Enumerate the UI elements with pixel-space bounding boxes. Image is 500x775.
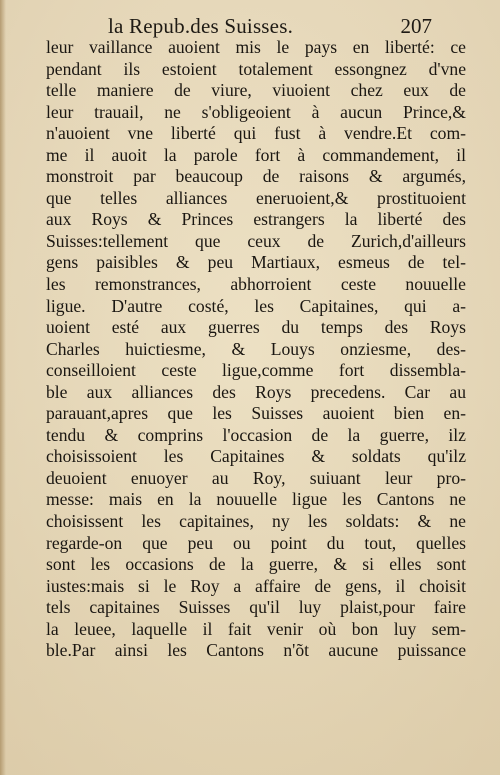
text-line: monstroit par beaucoup de raisons & argumés, [46, 166, 466, 187]
text-line: choisissent les capitaines, ny les soldats: & ne [46, 511, 466, 532]
text-line: iustes:mais si le Roy a affaire de gens, il choisit [46, 575, 466, 596]
text-line: ble aux alliances des Roys precedens. Car au [46, 381, 466, 402]
text-line: pendant ils estoient totalement essongnez d'vne [46, 58, 466, 79]
text-line: regarde-on que peu ou point du tout, quelles [46, 532, 466, 553]
text-line: tels capitaines Suisses qu'il luy plaist,pour faire [46, 597, 466, 618]
text-line: choisissoient les Capitaines & soldats qu'ilz [46, 446, 466, 467]
text-line: parauant,apres que les Suisses auoient bien en- [46, 403, 466, 424]
text-line: me il auoit la parole fort à commandement, il [46, 144, 466, 165]
text-line: deuoient enuoyer au Roy, suiuant leur pro- [46, 467, 466, 488]
text-line: ble.Par ainsi les Cantons n'õt aucune puissance [46, 640, 466, 661]
text-line: sont les occasions de la guerre, & si elles sont [46, 554, 466, 575]
text-line: aux Roys & Princes estrangers la liberté des [46, 209, 466, 230]
page-number: 207 [400, 14, 432, 38]
text-line: que telles alliances eneruoient,& prostituoient [46, 187, 466, 208]
text-line: uoient esté aux guerres du temps des Roys [46, 317, 466, 338]
text-line: Suisses:tellement que ceux de Zurich,d'ailleurs [46, 230, 466, 251]
text-line: Charles huictiesme, & Louys onziesme, des- [46, 338, 466, 359]
text-line: n'auoient vne liberté qui fust à vendre.Et com- [46, 123, 466, 144]
running-title: la Repub.des Suisses. [108, 14, 294, 38]
text-line: tendu & comprins l'occasion de la guerre, ilz [46, 424, 466, 445]
text-line: messe: mais en la nouuelle ligue les Cantons ne [46, 489, 466, 510]
text-line: ligue. D'autre costé, les Capitaines, qui a- [46, 295, 466, 316]
text-line: la leuee, laquelle il fait venir où bon luy sem- [46, 618, 466, 639]
text-line: conseilloient ceste ligue,comme fort dissembla- [46, 360, 466, 381]
text-line: telle maniere de viure, viuoient chez eux de [46, 80, 466, 101]
text-line: gens paisibles & peu Martiaux, esmeus de tel- [46, 252, 466, 273]
body-text [46, 37, 466, 662]
text-line: leur trauail, ne s'obligeoient à aucun Prince,& [46, 101, 466, 122]
text-line: leur vaillance auoient mis le pays en liberté: ce [46, 37, 466, 57]
text-line: les remonstrances, abhorroient ceste nouuelle [46, 274, 466, 295]
